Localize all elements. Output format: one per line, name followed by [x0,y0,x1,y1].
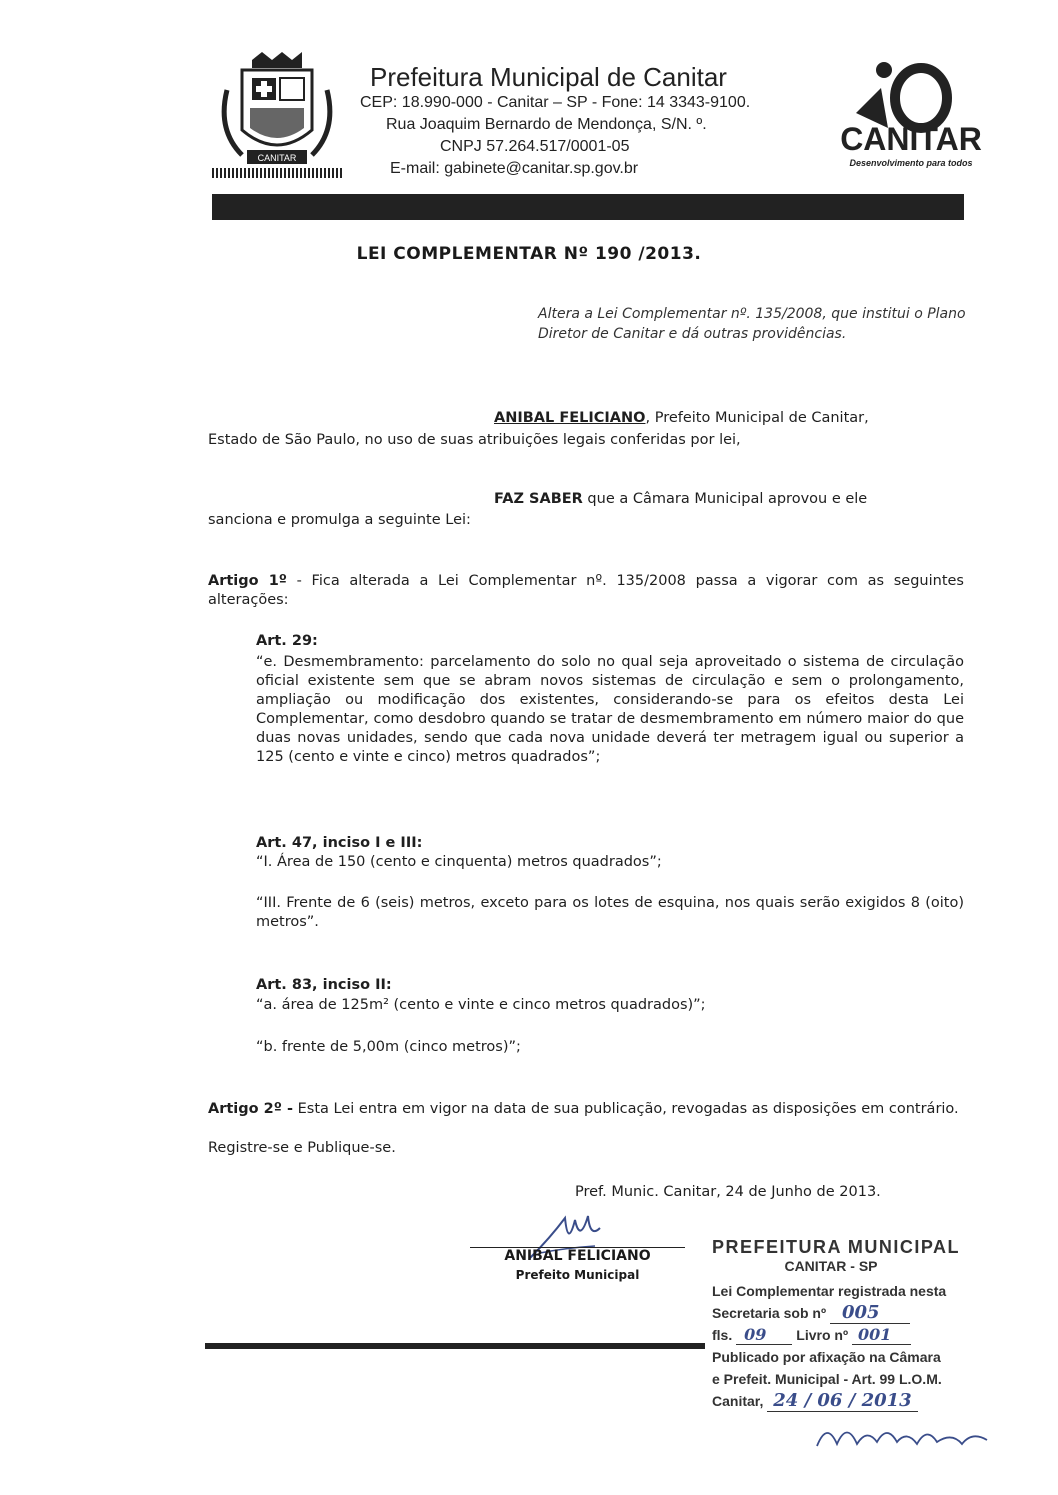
stamp-line2 [712,1302,1012,1324]
mayor-name: ANIBAL FELICIANO [494,410,646,426]
faz-saber-line1 [494,490,964,509]
art-29-text: “e. Desmembramento: parcelamento do solo no qual seja aproveitado o sistema de circulação oficial existente sem que se abram novos sistemas de circulação e sem o prolongamento, ampliação ou modificação dos existentes, considerando-se para os efeitos desta Lei Complementar, como desdobro quando se tratar de desmembramento em número maior do que duas novas unidades, sendo que cada nova unidade deverá ter metragem igual ou superior a 125 (cento e vinte e cinco) metros quadrados”; [256,654,964,765]
law-title: LEI COMPLEMENTAR Nº 190 /2013. [356,244,702,264]
stamp-city: CANITAR - SP [784,1258,878,1274]
stamp-line2-label: Secretaria sob nº [712,1305,827,1321]
stamp-line1: Lei Complementar registrada nesta [712,1283,947,1299]
artigo-1-label: Artigo 1º [208,573,287,589]
stamp-livro-value: 001 [852,1325,911,1345]
faz-saber-lead: FAZ SABER [494,491,583,507]
art-29-label: Art. 29: [256,633,318,649]
stamp-line3 [712,1324,1012,1346]
registre-publique: Registre-se e Publique-se. [208,1140,396,1156]
registration-stamp [712,1237,1012,1461]
canitar-logo-icon [826,58,996,174]
art-83-label: Art. 83, inciso II: [256,977,392,993]
preamble-text1: , Prefeito Municipal de Canitar, [645,410,869,426]
footer-rule [205,1343,705,1349]
artigo-1 [208,572,964,610]
logo-slogan: Desenvolvimento para todos [849,158,973,168]
art-47-inciso-iii: “III. Frente de 6 (seis) metros, exceto para os lotes de esquina, nos quais serão exigidos 8 (oito) metros”. [256,895,964,930]
stamp-livro-label: Livro nº [796,1327,849,1343]
art-83-item-a: “a. área de 125m² (cento e vinte e cinco metros quadrados)”; [256,997,706,1013]
stamp-handwritten-signature [812,1416,992,1456]
stamp-fls-value: 09 [736,1325,792,1345]
stamp-date-value: 24 / 06 / 2013 [767,1390,917,1412]
art-47-label: Art. 47, inciso I e III: [256,835,423,851]
signer-name: ANIBAL FELICIANO [504,1248,651,1264]
header-divider-bar [212,194,964,220]
logo-wordmark: CANITAR [840,121,982,157]
stamp-registration-number: 005 [830,1302,910,1324]
art-47-inciso-i: “I. Área de 150 (cento e cinquenta) metros quadrados”; [256,854,662,870]
artigo-2 [208,1100,964,1119]
header-ornament [212,168,342,178]
stamp-line4: Publicado por afixação na Câmara [712,1349,941,1365]
law-summary: Altera a Lei Complementar nº. 135/2008, que institui o Plano Diretor de Canitar e dá outras providências. [538,306,966,342]
stamp-title: PREFEITURA MUNICIPAL [712,1237,960,1257]
header-cnpj: CNPJ 57.264.517/0001-05 [440,138,630,155]
crest-label: CANITAR [257,153,297,163]
artigo-1-text: - Fica alterada a Lei Complementar nº. 135/2008 passa a vigorar com as seguintes alterações: [208,573,964,608]
stamp-line6 [712,1390,1012,1412]
header-email: E-mail: gabinete@canitar.sp.gov.br [390,160,639,177]
stamp-city-label: Canitar, [712,1393,764,1409]
coat-of-arms-icon [212,50,342,178]
faz-saber-text1: que a Câmara Municipal aprovou e ele [582,491,868,507]
faz-saber-line2: sanciona e promulga a seguinte Lei: [208,512,471,528]
header-info [360,62,820,180]
art-83-item-b: “b. frente de 5,00m (cinco metros)”; [256,1039,521,1055]
header-address-line1: CEP: 18.990-000 - Canitar – SP - Fone: 14 3343-9100. [360,94,751,111]
artigo-2-label: Artigo 2º - [208,1101,293,1117]
org-name: Prefeitura Municipal de Canitar [370,62,727,92]
preamble-line2: Estado de São Paulo, no uso de suas atribuições legais conferidas por lei, [208,432,741,448]
header-address-line2: Rua Joaquim Bernardo de Mendonça, S/N. º. [386,116,707,133]
stamp-line5: e Prefeit. Municipal - Art. 99 L.O.M. [712,1371,942,1387]
signer-role: Prefeito Municipal [515,1268,640,1282]
artigo-2-text: Esta Lei entra em vigor na data de sua publicação, revogadas as disposições em contrário. [293,1101,959,1117]
date-line: Pref. Munic. Canitar, 24 de Junho de 2013. [575,1184,881,1200]
stamp-fls-label: fls. [712,1327,733,1343]
preamble-line1 [494,409,964,428]
